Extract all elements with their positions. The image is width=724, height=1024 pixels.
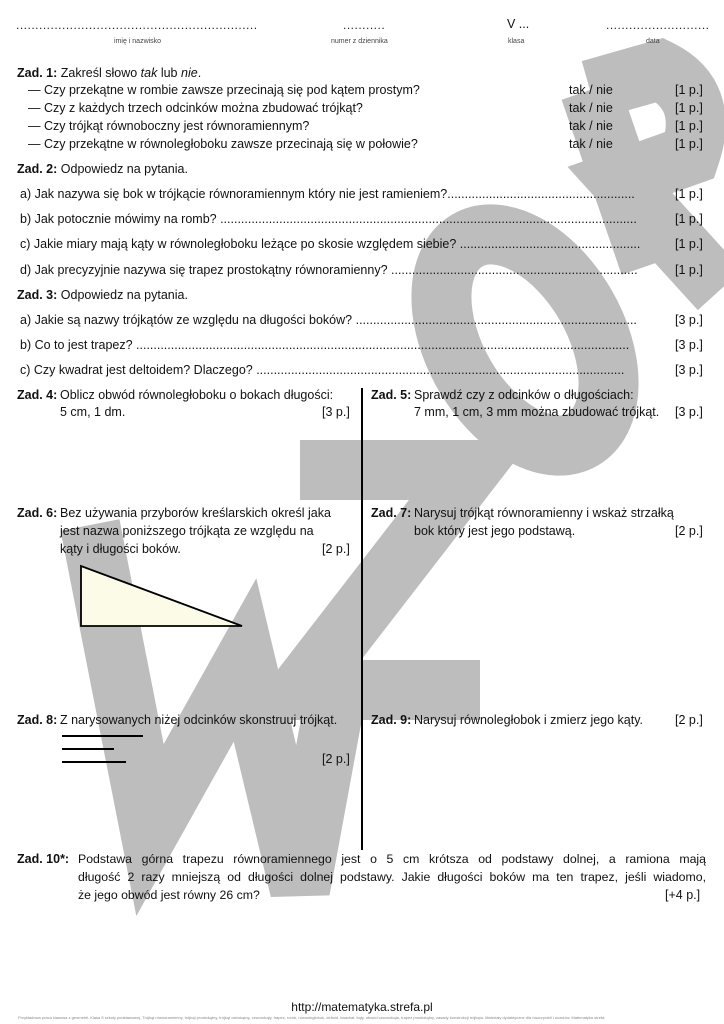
task-5-points: [3 p.] [675,405,703,419]
task-4-text: Oblicz obwód równoległoboku o bokach długości: [60,388,334,402]
task-6-text: kąty i długości boków. [60,542,181,556]
task-2-points: [1 p.] [675,237,703,251]
task-8-points: [2 p.] [322,752,350,766]
task-3-points: [3 p.] [675,313,703,327]
task-5-text: Sprawdź czy z odcinków o długościach: [414,388,634,402]
name-label: imię i nazwisko [114,38,162,45]
task-6-points: [2 p.] [322,542,350,556]
task-3-heading: Zad. 3: Odpowiedz na pytania. [17,288,188,302]
class-label: klasa [508,38,525,45]
task-3-question: a) Jakie są nazwy trójkątów ze względu na długości boków? ................................................................................. [20,313,637,327]
task-1-option[interactable]: tak / nie [569,83,613,97]
task-8-text: Z narysowanych niżej odcinków skonstruuj trójkąt. [60,713,338,727]
task-10-label: Zad. 10*: [17,852,70,866]
column-divider [361,388,363,850]
task-2-points: [1 p.] [675,263,703,277]
task-1-option[interactable]: tak / nie [569,119,613,133]
task-10-text: Podstawa górna trapezu równoramiennego jest o 5 cm krótsza od podstawy dolnej, a ramiona mają [78,852,706,866]
task-2-points: [1 p.] [675,212,703,226]
task-4-label: Zad. 4: [17,388,58,402]
task-9-points: [2 p.] [675,713,703,727]
task-8-label: Zad. 8: [17,713,58,727]
task-2-heading: Zad. 2: Odpowiedz na pytania. [17,162,188,176]
task-1-points: [1 p.] [675,101,703,115]
task-1-question: — Czy trójkąt równoboczny jest równoramiennym? [28,119,310,133]
task-5-values: 7 mm, 1 cm, 3 mm można zbudować trójkąt. [414,405,660,419]
task-10-points: [+4 p.] [665,888,701,902]
task-1-points: [1 p.] [675,137,703,151]
task-7-label: Zad. 7: [371,506,412,520]
task-1-points: [1 p.] [675,119,703,133]
task-10-text: że jego obwód jest równy 26 cm? [78,888,260,902]
task-1-question: — Czy z każdych trzech odcinków można zbudować trójkąt? [28,101,363,115]
footer-url[interactable]: http://matematyka.strefa.pl [291,1000,433,1014]
task-6-label: Zad. 6: [17,506,58,520]
task-2-points: [1 p.] [675,187,703,201]
task-4-points: [3 p.] [322,405,350,419]
obtuse-triangle-figure [75,562,250,634]
task-2-question: b) Jak potocznie mówimy na romb? ........................................................................................................................ [20,212,637,226]
journal-number-label: numer z dziennika [331,38,388,45]
task-6-text: jest nazwa poniższego trójkąta ze względu na [60,524,314,538]
journal-number-field[interactable]: ........... [343,18,386,32]
task-7-text: Narysuj trójkąt równoramienny i wskaż strzałką [414,506,674,520]
task-5-label: Zad. 5: [371,388,412,402]
task-1-points: [1 p.] [675,83,703,97]
task-2-question: d) Jak precyzyjnie nazywa się trapez prostokątny równoramienny? ....................................................................... [20,263,638,277]
task-1-option[interactable]: tak / nie [569,137,613,151]
task-10-text: długość 2 razy mniejszą od długości dolnej podstawy. Jakie długości boków ma ten trapez, jeśli wiadomo, [78,870,706,884]
task-3-points: [3 p.] [675,363,703,377]
task-4-values: 5 cm, 1 dm. [60,405,126,419]
date-label: data [646,38,660,45]
task-3-question: c) Czy kwadrat jest deltoidem? Dlaczego? .......................................................................................................... [20,363,625,377]
task-1-question: — Czy przekątne w rombie zawsze przecinają się pod kątem prostym? [28,83,420,97]
task-3-question: b) Co to jest trapez? .............................................................................................................................................. [20,338,630,352]
task-6-text: Bez używania przyborów kreślarskich określ jaka [60,506,331,520]
task-1-option[interactable]: tak / nie [569,101,613,115]
task-3-points: [3 p.] [675,338,703,352]
task-1-question: — Czy przekątne w równoległoboku zawsze przecinają się w połowie? [28,137,418,151]
task-9-text: Narysuj równoległobok i zmierz jego kąty. [414,713,644,727]
name-field[interactable]: ............................................................... [16,18,258,32]
task-1-heading: Zad. 1: Zakreśl słowo tak lub nie. [17,66,202,80]
line-segments-figure [60,732,150,768]
date-field[interactable]: ........................... [606,18,710,32]
task-2-question: a) Jak nazywa się bok w trójkącie równoramiennym który nie jest ramieniem?...................................................... [20,187,635,201]
task-2-question: c) Jakie miary mają kąty w równoległoboku leżące po skosie względem siebie? .................................................... [20,237,641,251]
task-7-points: [2 p.] [675,524,703,538]
task-7-text: bok który jest jego podstawą. [414,524,576,538]
task-9-label: Zad. 9: [371,713,412,727]
footer-fine-print: Przykładowa praca klasowa z geometrii. Klasa 5 szkoły podstawowej. Trójkąt równoramienny, trójkąt prostokątny, trójkąt ostrokątny, czworokąty, trapez, romb, równoległobok, deltoid, kwadrat, kąty, obwód czworokąta, trapez prostokątny, zasady konstrukcji trójkąta. Materiały dydaktyczne dla nauczycieli i uczniów. Matematyka strefa. [18,1015,606,1020]
class-field[interactable]: V ... [507,17,530,31]
